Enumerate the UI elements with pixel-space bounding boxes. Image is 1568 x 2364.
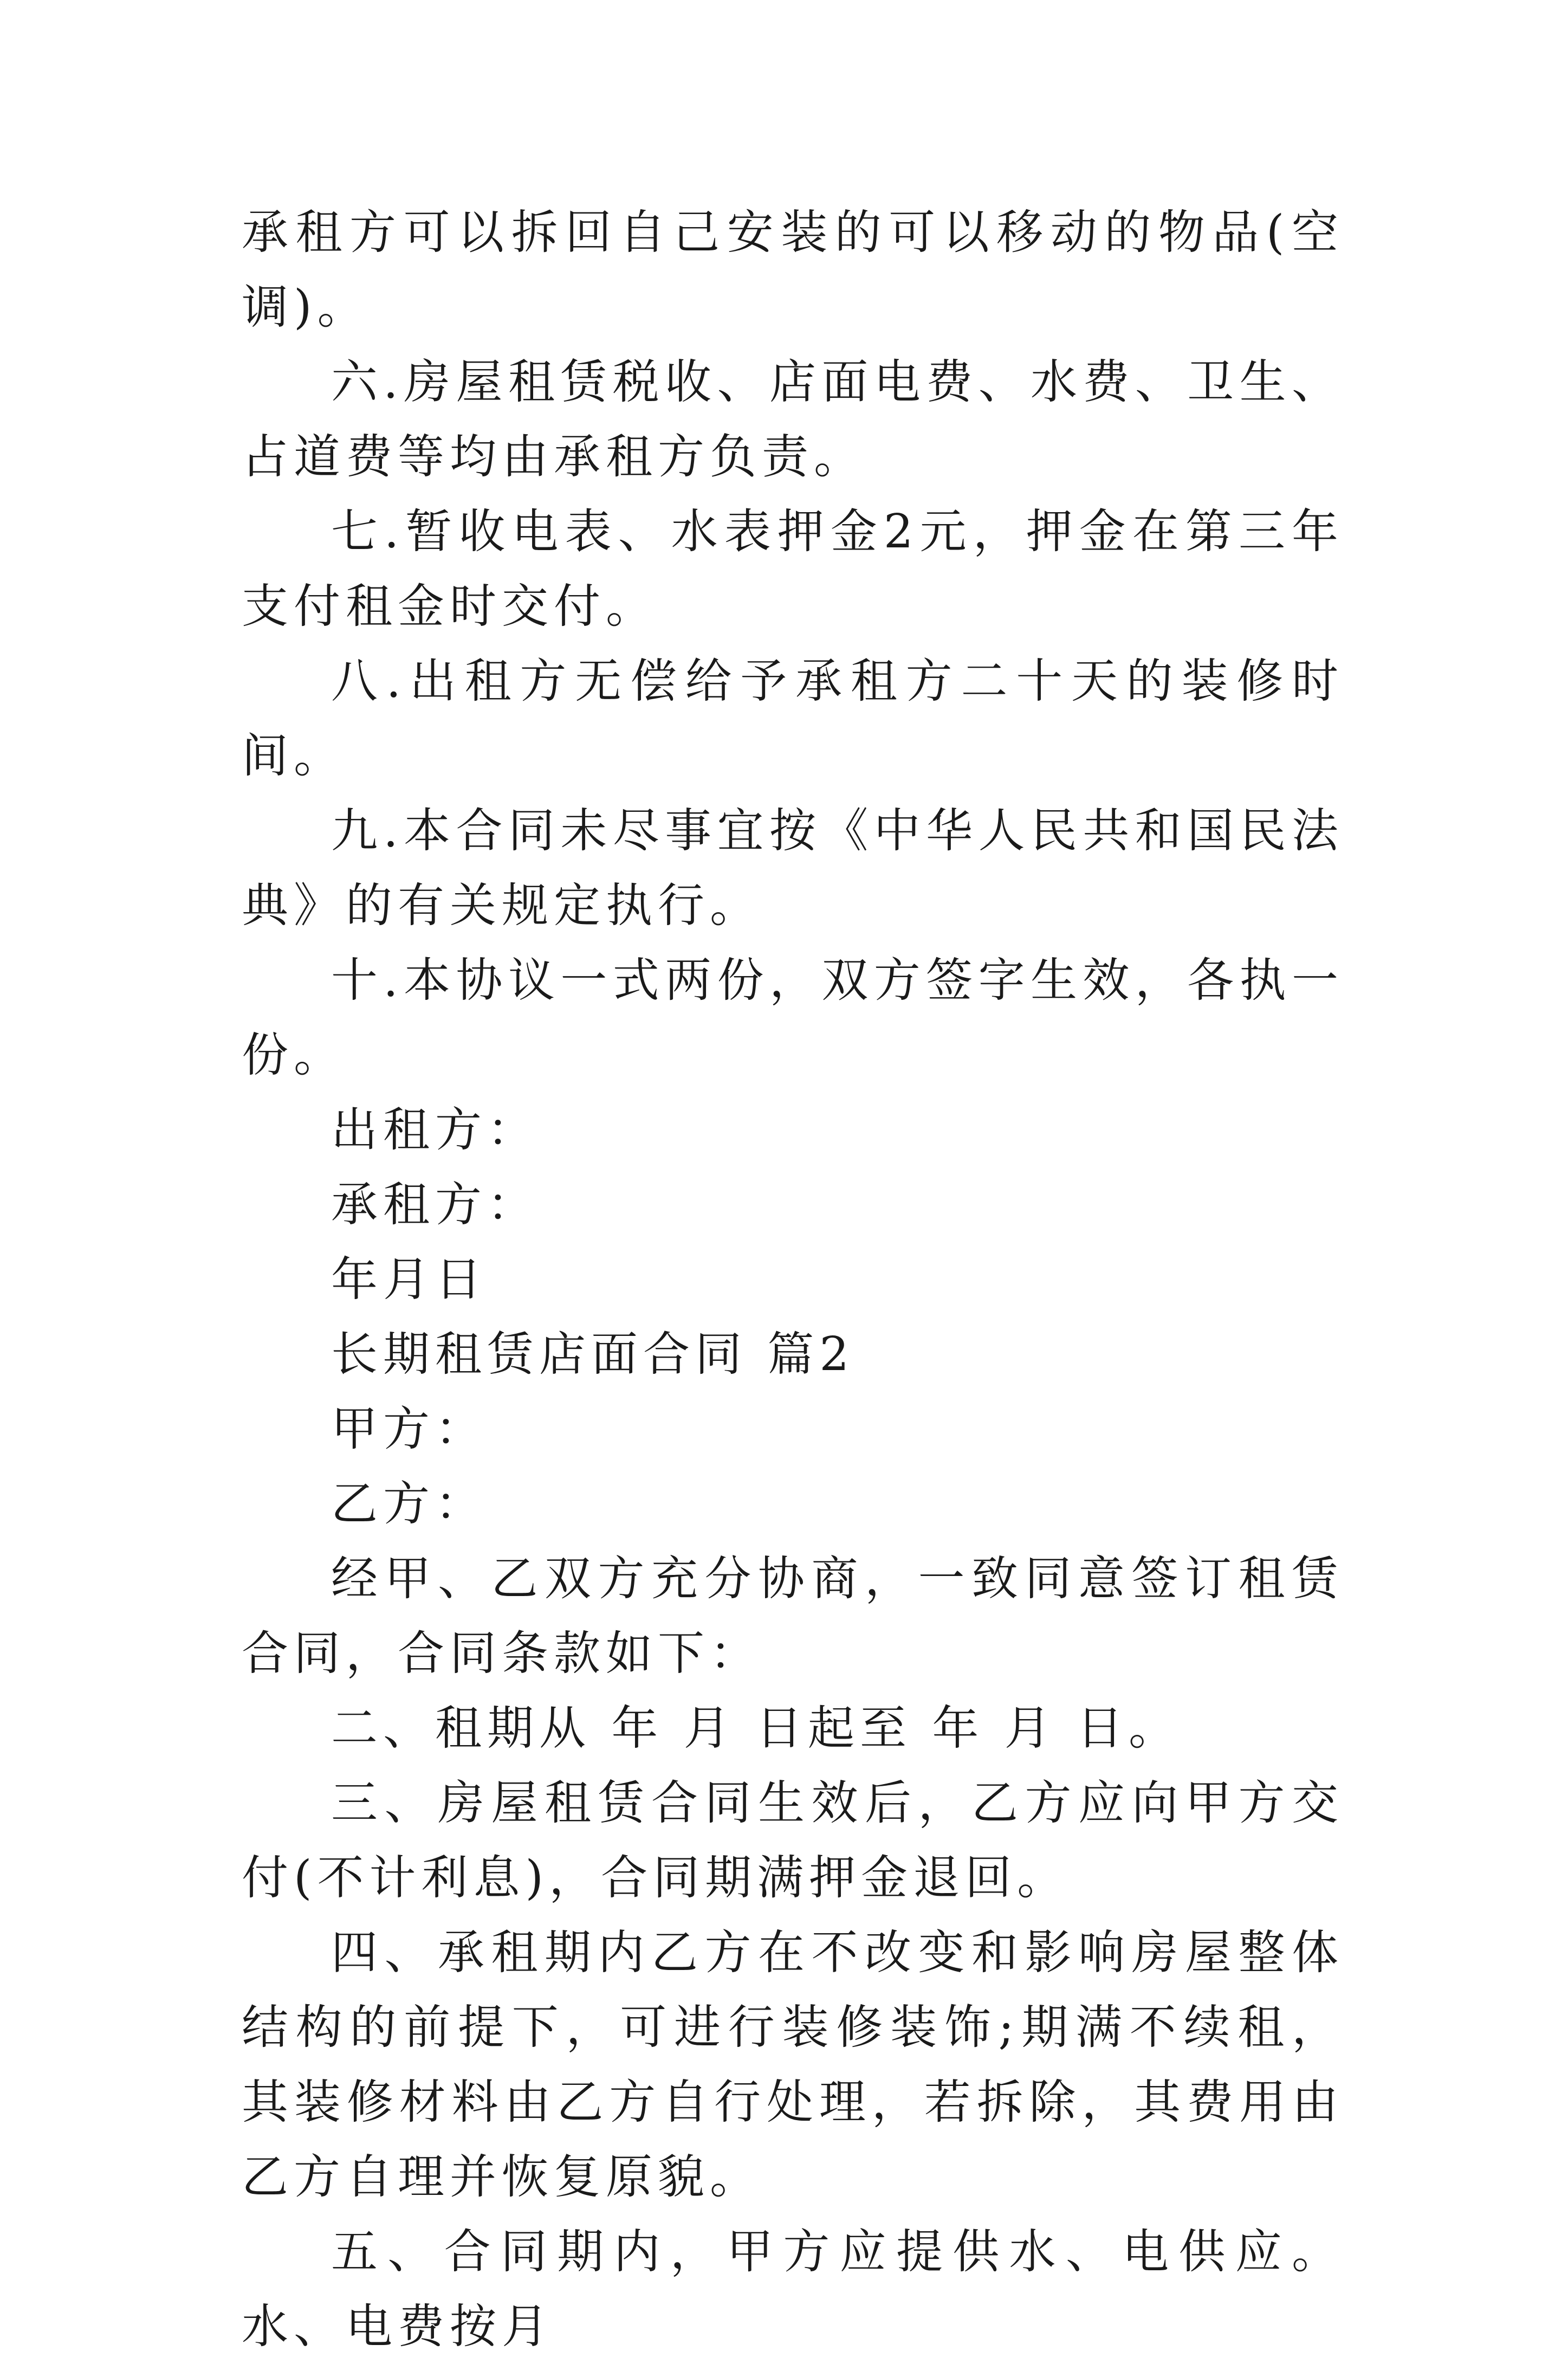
paragraph-clause-9: 九.本合同未尽事宜按《中华人民共和国民法典》的有关规定执行。 [242, 804, 1344, 933]
party-b: 乙方： [331, 1477, 487, 1531]
paragraph-clause-5: 五、合同期内，甲方应提供水、电供应。水、电费按月 [242, 2225, 1344, 2354]
section-heading: 长期租赁店面合同 篇2 [331, 1327, 855, 1381]
paragraph-clause-8: 八.出租方无偿给予承租方二十天的装修时间。 [242, 654, 1344, 783]
document-body [242, 195, 1344, 2364]
paragraph-clause-2: 二、租期从 年 月 日起至 年 月 日。 [331, 1701, 1181, 1755]
paragraph-clause-3: 三、房屋租赁合同生效后，乙方应向甲方交付(不计利息)，合同期满押金退回。 [242, 1776, 1344, 1905]
paragraph-clause-10: 十.本协议一式两份，双方签字生效，各执一份。 [242, 953, 1344, 1082]
signature-lessee: 承租方： [331, 1178, 539, 1232]
signature-lessor: 出租方： [331, 1103, 539, 1157]
paragraph-clause-4: 四、承租期内乙方在不改变和影响房屋整体结构的前提下，可进行装修装饰;期满不续租，其装修材料由乙方自行处理，若拆除，其费用由乙方自理并恢复原貌。 [242, 1926, 1344, 2204]
paragraph-continuation: 承租方可以拆回自己安装的可以移动的物品(空调)。 [242, 205, 1344, 334]
signature-date: 年月日 [331, 1252, 487, 1307]
paragraph-clause-7: 七.暂收电表、水表押金2元，押金在第三年支付租金时交付。 [242, 505, 1344, 634]
party-a: 甲方： [331, 1402, 487, 1456]
paragraph-clause-6: 六.房屋租赁税收、店面电费、水费、卫生、占道费等均由承租方负责。 [242, 355, 1344, 484]
paragraph-preamble: 经甲、乙双方充分协商，一致同意签订租赁合同，合同条款如下： [242, 1552, 1344, 1681]
